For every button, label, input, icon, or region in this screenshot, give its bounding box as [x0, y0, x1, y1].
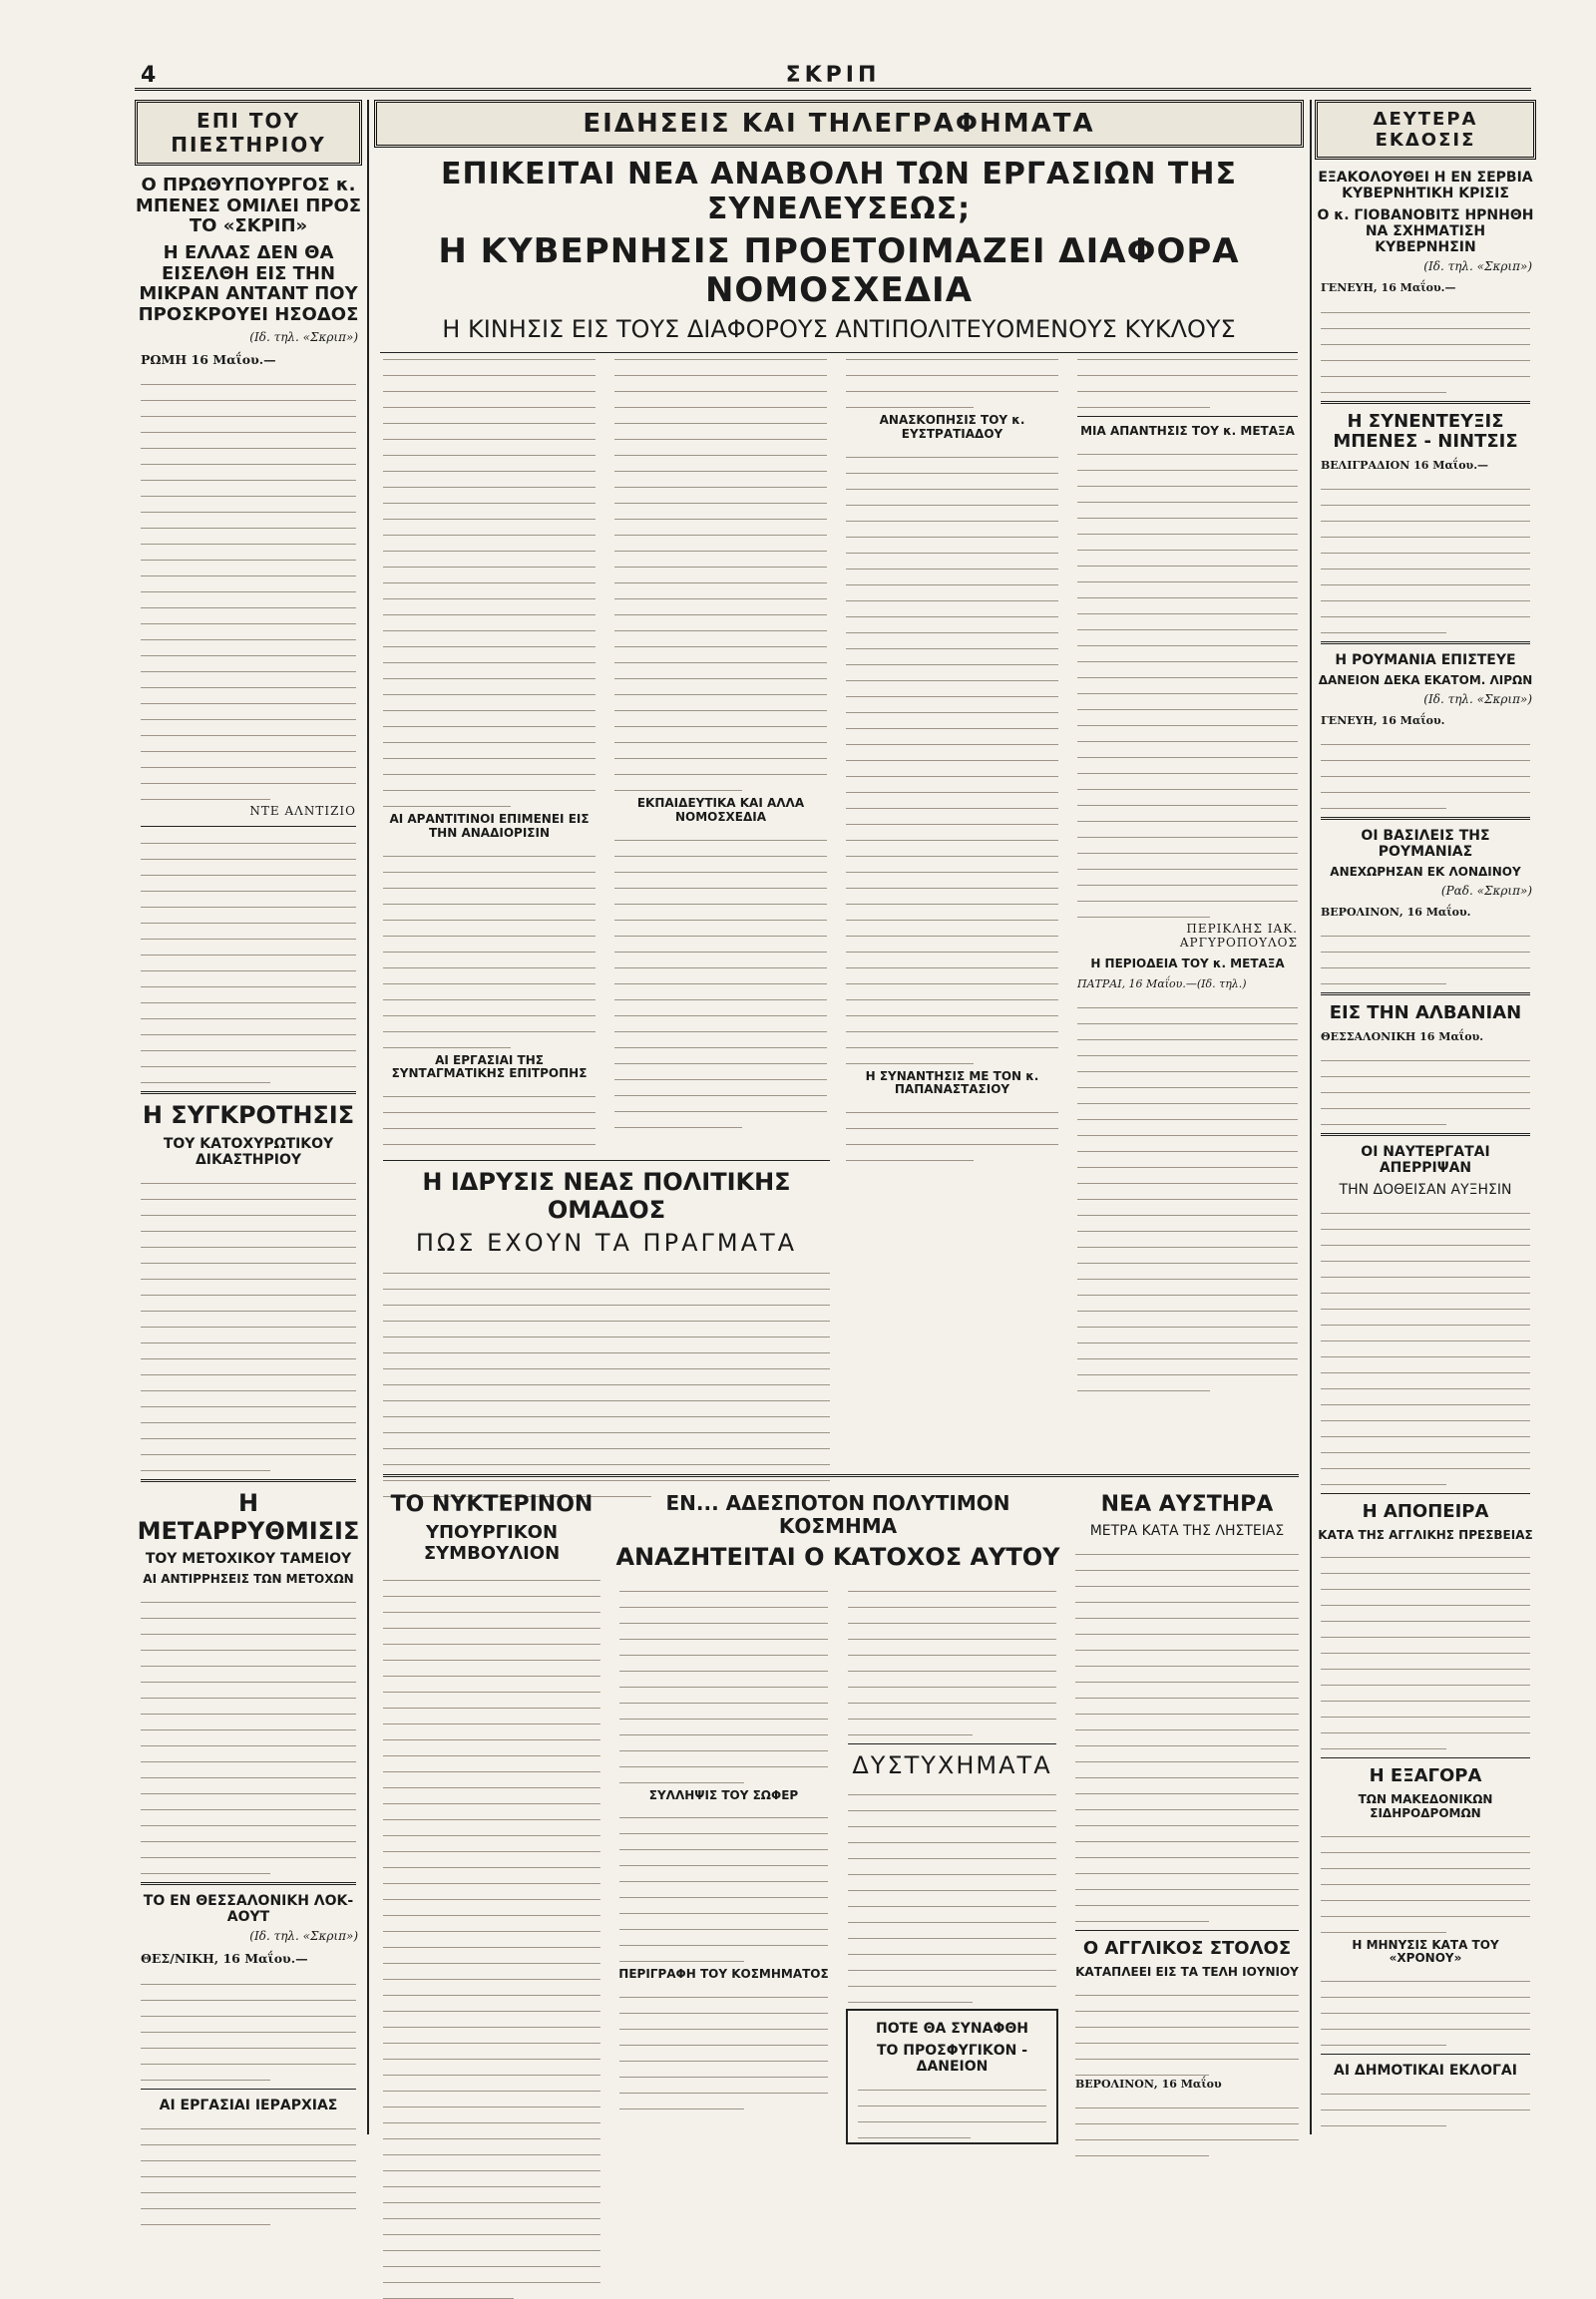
headline: Ο ΑΓΓΛΙΚΟΣ ΣΤΟΛΟΣ — [1082, 1938, 1292, 1960]
subheadline: ΤΟΥ ΜΕΤΟΧΙΚΟΥ ΤΑΜΕΙΟΥ — [145, 1551, 352, 1568]
headline: ΔΑΝΕΙΟΝ ΔΕΚΑ ΕΚΑΤΟΜ. ΛΙΡΩΝ — [1318, 673, 1533, 688]
headline: Ο ΠΡΩΘΥΠΟΥΡΓΟΣ κ. ΜΠΕΝΕΣ ΟΜΙΛΕΙ ΠΡΟΣ ΤΟ «ΣΚΡΙΠ» — [135, 175, 362, 237]
subheadline: Η ΣΥΝΑΝΤΗΣΙΣ ΜΕ ΤΟΝ κ. ΠΑΠΑΝΑΣΤΑΣΙΟΥ — [865, 1068, 1039, 1097]
source-line: (Ιδ. τηλ. «Σκριπ») — [249, 1929, 358, 1944]
dateline: ΓΕΝΕΥΗ, 16 Μαΐου.— — [1321, 281, 1456, 295]
signature: ΠΕΡΙΚΛΗΣ ΙΑΚ. ΑΡΓΥΡΟΠΟΥΛΟΣ — [1179, 921, 1298, 950]
subheadline: ΕΚΠΑΙΔΕΥΤΙΚΑ ΚΑΙ ΑΛΛΑ ΝΟΜΟΣΧΕΔΙΑ — [636, 796, 805, 824]
headline: ΤΗΝ ΔΟΘΕΙΣΑΝ ΑΥΞΗΣΙΝ — [1339, 1181, 1512, 1198]
divider — [141, 1479, 356, 1482]
source-line: (Ιδ. τηλ. «Σκριπ») — [249, 329, 358, 344]
subcol — [842, 1576, 1062, 2151]
headline: ΑΝΕΧΩΡΗΣΑΝ ΕΚ ΛΟΝΔΙΝΟΥ — [1330, 865, 1521, 880]
subheadline: ΤΟΥ ΚΑΤΟΧΥΡΩΤΙΚΟΥ ΔΙΚΑΣΤΗΡΙΟΥ — [163, 1135, 334, 1168]
main-headline: ΕΠΙΚΕΙΤΑΙ ΝΕΑ ΑΝΑΒΟΛΗ ΤΩΝ ΕΡΓΑΣΙΩΝ ΤΗΣ ΣΥΝΕΛΕΥΣΕΩΣ; — [440, 157, 1237, 226]
article-text — [619, 1809, 828, 1962]
column-rule — [367, 100, 369, 2134]
section-title-left: ΕΠΙ ΤΟΥ ΠΙΕΣΤΗΡΙΟΥ — [135, 100, 362, 166]
page-number: 4 — [141, 63, 157, 88]
article-text — [619, 1583, 828, 1783]
dateline: ΘΕΣ/ΝΙΚΗ, 16 Μαΐου.— — [141, 1951, 308, 1967]
dateline: ΡΩΜΗ 16 Μαΐου.— — [141, 351, 276, 367]
headline: ΕΙΣ ΤΗΝ ΑΛΒΑΝΙΑΝ — [1329, 1001, 1522, 1023]
ornament-rule — [377, 1466, 1305, 1485]
subheadline: Η ΠΕΡΙΟΔΕΙΑ ΤΟΥ κ. ΜΕΤΑΞΑ — [1090, 956, 1285, 970]
headline: ΠΩΣ ΕΧΟΥΝ ΤΑ ΠΡΑΓΜΑΤΑ — [415, 1229, 798, 1258]
divider — [141, 1091, 356, 1094]
article-text — [141, 1175, 356, 1471]
headline: ΕΝ... ΑΔΕΣΠΟΤΟΝ ΠΟΛΥΤΙΜΟΝ ΚΟΣΜΗΜΑ — [665, 1491, 1010, 1538]
subcol — [613, 1576, 834, 2151]
divider — [1321, 641, 1530, 644]
center-column — [374, 100, 1304, 361]
article-text — [1075, 1987, 1299, 2076]
mid-story — [377, 1152, 836, 1497]
article-text — [858, 2082, 1046, 2138]
subheadline: ΑΙ ΕΡΓΑΣΙΑΙ ΤΗΣ ΣΥΝΤΑΓΜΑΤΙΚΗΣ ΕΠΙΤΡΟΠΗΣ — [391, 1052, 588, 1081]
headline: ΝΕΑ ΑΥΣΤΗΡΑ — [1100, 1492, 1274, 1517]
headline: ΤΟ ΝΥΚΤΕΡΙΝΟΝ — [390, 1492, 594, 1517]
article-text — [383, 351, 596, 807]
article-text — [383, 1265, 830, 1497]
divider — [141, 826, 356, 827]
lower-col-2 — [613, 1486, 1062, 2150]
article-text — [1077, 999, 1298, 1391]
article-text — [1321, 1052, 1530, 1125]
article-text — [141, 1594, 356, 1874]
headline: ΕΞΑΚΟΛΟΥΘΕΙ Η ΕΝ ΣΕΡΒΙΑ ΚΥΒΕΡΝΗΤΙΚΗ ΚΡΙΣΙΣ — [1318, 170, 1533, 202]
divider — [1321, 401, 1530, 404]
article-text — [1321, 1973, 1530, 2046]
dateline: ΒΕΡΟΛΙΝΟΝ, 16 Μαΐου — [1075, 2077, 1222, 2091]
headline: ΤΟ ΠΡΟΣΦΥΓΙΚΟΝ - ΔΑΝΕΙΟΝ — [876, 2043, 1028, 2076]
subheadline: ΠΕΡΙΓΡΑΦΗ ΤΟΥ ΚΟΣΜΗΜΑΤΟΣ — [618, 1967, 829, 1982]
article-text — [846, 351, 1058, 408]
headline: ΟΙ ΒΑΣΙΛΕΙΣ ΤΗΣ ΡΟΥΜΑΝΙΑΣ — [1361, 827, 1490, 860]
subheadline: ΜΙΑ ΑΠΑΝΤΗΣΙΣ ΤΟΥ κ. ΜΕΤΑΞΑ — [1080, 424, 1295, 438]
headline: Η ΜΕΤΑΡΡΥΘΜΙΣΙΣ — [137, 1488, 360, 1545]
headline: ΑΙ ΕΡΓΑΣΙΑΙ ΙΕΡΑΡΧΙΑΣ — [159, 2097, 338, 2113]
subheadline: ΑΝΑΣΚΟΠΗΣΙΣ ΤΟΥ κ. ΕΥΣΤΡΑΤΙΑΔΟΥ — [879, 413, 1025, 441]
article-text — [1077, 446, 1298, 918]
headline: ΤΟ ΕΝ ΘΕΣΣΑΛΟΝΙΚΗ ΛΟΚ-ΑΟΥΤ — [143, 1893, 354, 1926]
section-title-right: ΔΕΥΤΕΡΑ ΕΚΔΟΣΙΣ — [1315, 100, 1536, 160]
divider — [1075, 1930, 1299, 1931]
article-text — [141, 376, 356, 800]
source-line: (Ραδ. «Σκριπ») — [1440, 883, 1532, 898]
lower-col-3 — [1069, 1486, 1305, 2156]
headline: Ο κ. ΓΙΟΒΑΝΟΒΙΤΣ ΗΡΝΗΘΗ ΝΑ ΣΧΗΜΑΤΙΣΗ ΚΥΒΕΡΝΗΣΙΝ — [1317, 207, 1534, 256]
article-text — [614, 832, 827, 1128]
divider — [848, 1743, 1056, 1744]
divider — [1321, 1493, 1530, 1494]
article-text — [1321, 736, 1530, 809]
headline: Η ΜΗΝΥΣΙΣ ΚΑΤΑ ΤΟΥ «ΧΡΟΝΟΥ» — [1352, 1937, 1499, 1966]
center-subcol-2 — [608, 344, 833, 1128]
headline: Η ΣΥΝΕΝΤΕΥΞΙΣ ΜΠΕΝΕΣ - ΝΙΝΤΣΙΣ — [1333, 410, 1518, 453]
headline: ΚΑΤΑ ΤΗΣ ΑΓΓΛΙΚΗΣ ΠΡΕΣΒΕΙΑΣ — [1318, 1527, 1533, 1542]
two-columns — [613, 1576, 1062, 2151]
main-headline-2: Η ΚΥΒΕΡΝΗΣΙΣ ΠΡΟΕΤΟΙΜΑΖΕΙ ΔΙΑΦΟΡΑ ΝΟΜΟΣΧΕΔΙΑ — [438, 231, 1240, 311]
headline: ΑΙ ΔΗΜΟΤΙΚΑΙ ΕΚΛΟΓΑΙ — [1334, 2063, 1517, 2080]
article-text — [848, 1583, 1056, 1735]
divider — [383, 1160, 830, 1161]
headline: Η ΕΛΛΑΣ ΔΕΝ ΘΑ ΕΙΣΕΛΘΗ ΕΙΣ ΤΗΝ ΜΙΚΡΑΝ ΑΝΤΑΝΤ ΠΟΥ ΠΡΟΣΚΡΟΥΕΙ ΗΣΟΔΟΣ — [138, 242, 359, 326]
article-text — [1321, 304, 1530, 393]
article-text — [1321, 1828, 1530, 1933]
divider — [1321, 817, 1530, 820]
boxed-story — [846, 2009, 1058, 2144]
article-text — [846, 449, 1058, 1064]
headline: Η ΣΥΓΚΡΟΤΗΣΙΣ — [142, 1101, 355, 1130]
column-rule — [1310, 100, 1312, 2134]
signature: ΝΤΕ ΑΛΝΤΙΖΙΟ — [249, 804, 356, 819]
divider — [383, 1474, 1299, 1477]
article-text — [141, 2120, 356, 2225]
article-text — [1321, 1205, 1530, 1485]
divider — [141, 1882, 356, 1885]
divider — [1321, 2054, 1530, 2055]
article-text — [619, 1989, 828, 2109]
divider — [141, 2089, 356, 2090]
center-subcol-1 — [377, 344, 601, 1161]
headline: ΥΠΟΥΡΓΙΚΟΝ ΣΥΜΒΟΥΛΙΟΝ — [423, 1522, 561, 1564]
article-text — [141, 1976, 356, 2081]
subheadline: ΣΥΛΛΗΨΙΣ ΤΟΥ ΣΩΦΕΡ — [648, 1787, 799, 1802]
article-text — [1321, 2086, 1530, 2126]
article-text — [383, 1088, 596, 1161]
masthead — [135, 60, 1531, 91]
article-text — [614, 351, 827, 791]
article-text — [141, 835, 356, 1083]
divider — [1321, 1757, 1530, 1758]
dateline: ΘΕΣΣΑΛΟΝΙΚΗ 16 Μαΐου. — [1321, 1029, 1484, 1043]
dateline: ΠΑΤΡΑΙ, 16 Μαΐου.—(Ιδ. τηλ.) — [1077, 976, 1247, 990]
headline: Η ΕΞΑΓΟΡΑ — [1369, 1765, 1482, 1787]
headline: ΔΥΣΤΥΧΗΜΑΤΑ — [852, 1750, 1052, 1779]
article-text — [1321, 481, 1530, 633]
divider — [1321, 992, 1530, 995]
dateline: ΒΕΛΙΓΡΑΔΙΟΝ 16 Μαΐου.— — [1321, 458, 1489, 472]
kicker: ΑΙ ΑΝΤΙΡΡΗΣΕΙΣ ΤΩΝ ΜΕΤΟΧΩΝ — [143, 1572, 354, 1587]
article-text — [846, 1104, 1058, 1161]
source-line: (Ιδ. τηλ. «Σκριπ») — [1423, 259, 1532, 274]
left-column — [135, 100, 362, 2225]
article-text — [1075, 1546, 1299, 1922]
article-text — [1321, 928, 1530, 984]
paper-name: ΣΚΡΙΠ — [785, 63, 881, 88]
lower-col-1 — [377, 1486, 606, 2299]
dateline: ΒΕΡΟΛΙΝΟΝ, 16 Μαΐου. — [1321, 905, 1471, 919]
subheadline: ΑΙ ΑΡΑΝΤΙΤΙΝΟΙ ΕΠΙΜΕΝΕΙ ΕΙΣ ΤΗΝ ΑΝΑΔΙΟΡΙΣΙΝ — [389, 812, 590, 840]
headline: ΜΕΤΡΑ ΚΑΤΑ ΤΗΣ ΛΗΣΤΕΙΑΣ — [1089, 1523, 1285, 1540]
article-text — [1077, 351, 1298, 408]
headline: ΟΙ ΝΑΥΤΕΡΓΑΤΑΙ ΑΠΕΡΡΙΨΑΝ — [1361, 1143, 1490, 1176]
divider — [1077, 416, 1298, 417]
center-subcol-4 — [1071, 344, 1304, 1391]
main-subheadline: Η ΚΙΝΗΣΙΣ ΕΙΣ ΤΟΥΣ ΔΙΑΦΟΡΟΥΣ ΑΝΤΙΠΟΛΙΤΕΥΟΜΕΝΟΥΣ ΚΥΚΛΟΥΣ — [442, 315, 1236, 344]
dateline: ΓΕΝΕΥΗ, 16 Μαΐου. — [1321, 713, 1445, 727]
article-text — [383, 848, 596, 1048]
article-text — [383, 1572, 600, 2299]
right-column — [1315, 100, 1536, 2126]
headline: ΤΩΝ ΜΑΚΕΔΟΝΙΚΩΝ ΣΙΔΗΡΟΔΡΟΜΩΝ — [1358, 1792, 1493, 1820]
source-line: (Ιδ. τηλ. «Σκριπ») — [1423, 691, 1532, 706]
divider — [1321, 1133, 1530, 1136]
headline: ΠΟΤΕ ΘΑ ΣΥΝΑΦΘΗ — [876, 2021, 1028, 2038]
headline: ΑΝΑΖΗΤΕΙΤΑΙ Ο ΚΑΤΟΧΟΣ ΑΥΤΟΥ — [615, 1543, 1060, 1571]
headline: ΚΑΤΑΠΛΕΕΙ ΕΙΣ ΤΑ ΤΕΛΗ ΙΟΥΝΙΟΥ — [1075, 1965, 1299, 1980]
headline: Η ΙΔΡΥΣΙΣ ΝΕΑΣ ΠΟΛΙΤΙΚΗΣ ΟΜΑΔΟΣ — [422, 1168, 791, 1224]
center-subcol-3 — [840, 344, 1064, 1161]
article-text — [1075, 2100, 1299, 2156]
article-text — [1321, 1549, 1530, 1749]
headline: Η ΑΠΟΠΕΙΡΑ — [1362, 1500, 1489, 1522]
section-title-center: ΕΙΔΗΣΕΙΣ ΚΑΙ ΤΗΛΕΓΡΑΦΗΜΑΤΑ — [374, 100, 1304, 148]
headline: Η ΡΟΥΜΑΝΙΑ ΕΠΙΣΤΕΥΕ — [1335, 651, 1516, 668]
article-text — [848, 1786, 1056, 2003]
